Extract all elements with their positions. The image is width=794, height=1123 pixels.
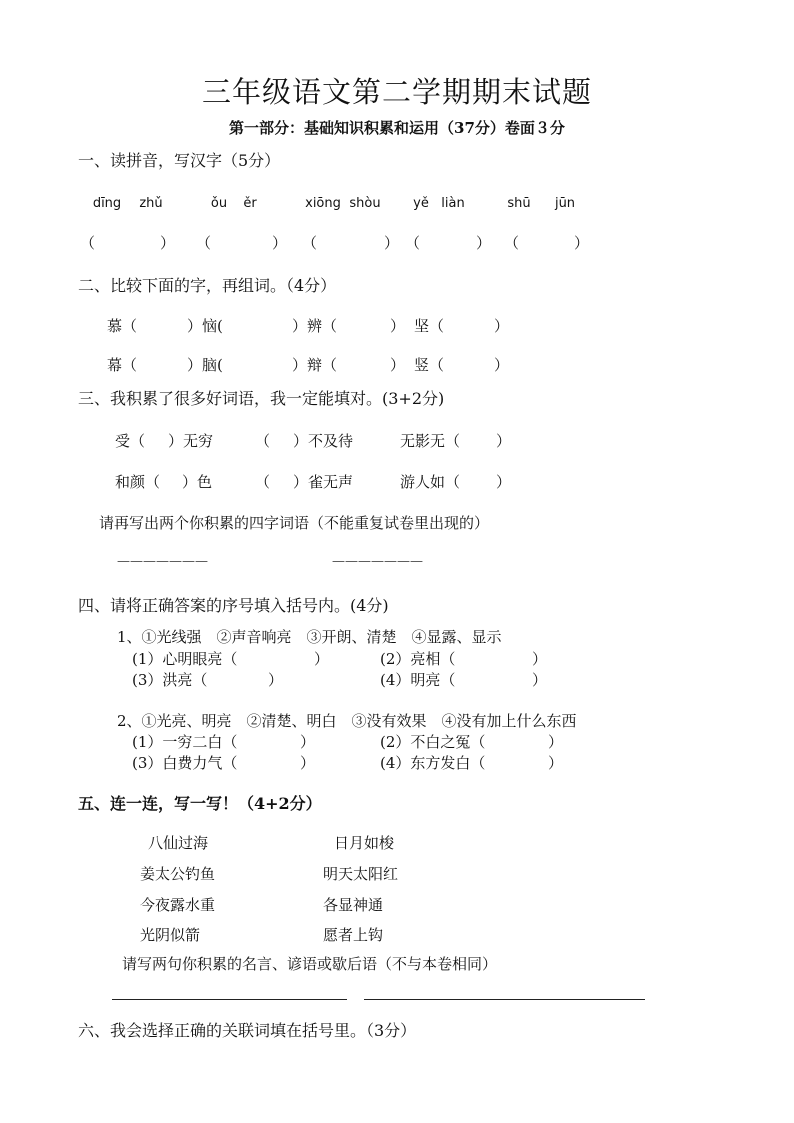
word-item: 竖（ <box>414 356 445 374</box>
pinyin-syllable: ěr <box>243 196 257 211</box>
word-item: ） <box>390 356 406 374</box>
answer-line: ——————— <box>332 554 423 569</box>
idiom-item: （ <box>255 432 271 450</box>
pinyin-syllable: zhǔ <box>139 196 163 211</box>
idiom-item: 无影无（ <box>400 432 461 450</box>
question-item: ） <box>532 671 548 689</box>
section-2-heading: 二、比较下面的字，再组词。（4分） <box>78 276 337 295</box>
pinyin-syllable: jūn <box>554 196 576 211</box>
question-item: (4）东方发白（ <box>380 754 486 772</box>
matching-right-item: 明天太阳红 <box>323 865 399 883</box>
question-item: ） <box>268 671 284 689</box>
answer-bracket-open: （ <box>196 234 212 252</box>
word-item: 慕（ <box>107 317 138 335</box>
answer-line <box>112 999 347 1000</box>
idiom-item: （ <box>255 473 271 491</box>
matching-left-item: 今夜露水重 <box>140 896 216 914</box>
question-options: 2、①光亮、明亮 ②清楚、明白 ③没有效果 ④没有加上什么东西 <box>117 712 577 730</box>
matching-right-item: 各显神通 <box>323 896 384 914</box>
idiom-item: ） <box>496 432 512 450</box>
idiom-item: 和颜（ <box>115 473 161 491</box>
word-item: ）恼( <box>187 317 223 335</box>
question-item: ） <box>548 733 564 751</box>
question-item: ） <box>548 754 564 772</box>
word-item: ） <box>494 317 510 335</box>
idiom-item: ）雀无声 <box>293 473 354 491</box>
answer-bracket-close: ） <box>160 234 176 252</box>
word-item: ）辨（ <box>292 317 338 335</box>
answer-bracket-open: （ <box>504 234 520 252</box>
word-item: ） <box>494 356 510 374</box>
matching-left-item: 光阴似箭 <box>140 926 201 944</box>
idiom-item: ） <box>496 473 512 491</box>
word-item: ）脑( <box>187 356 223 374</box>
question-item: (2）亮相（ <box>380 650 456 668</box>
pinyin-syllable: shū <box>507 196 531 211</box>
answer-bracket-open: （ <box>80 234 96 252</box>
page-title: 三年级语文第二学期期末试题 <box>201 75 592 109</box>
section-6-heading: 六、我会选择正确的关联词填在括号里。（3分） <box>78 1021 417 1040</box>
section-4-heading: 四、请将正确答案的序号填入括号内。(4分) <box>78 596 389 615</box>
question-item: (3）白费力气（ <box>132 754 238 772</box>
matching-left-item: 姜太公钓鱼 <box>140 865 216 883</box>
answer-bracket-close: ） <box>384 234 400 252</box>
pinyin-syllable: ǒu <box>210 196 228 211</box>
idiom-item: 受（ <box>115 432 146 450</box>
word-item: ） <box>390 317 406 335</box>
word-item: 幕（ <box>107 356 138 374</box>
question-item: ） <box>300 754 316 772</box>
word-item: 坚（ <box>414 317 445 335</box>
section-5-heading: 五、连一连，写一写！（4+2分） <box>78 794 322 813</box>
page-subtitle: 第一部分：基础知识积累和运用（37分）卷面３分 <box>229 119 565 137</box>
matching-right-item: 日月如梭 <box>334 834 395 852</box>
section-3-heading: 三、我积累了很多好词语，我一定能填对。(3+2分) <box>78 389 445 408</box>
instruction-text: 请写两句你积累的名言、谚语或歇后语（不与本卷相同） <box>122 955 498 973</box>
question-item: (3）洪亮（ <box>132 671 208 689</box>
matching-right-item: 愿者上钩 <box>323 926 384 944</box>
pinyin-syllable: dīng <box>92 196 122 211</box>
question-item: (4）明亮（ <box>380 671 456 689</box>
answer-bracket-close: ） <box>272 234 288 252</box>
answer-line: ——————— <box>117 554 208 569</box>
pinyin-syllable: shòu <box>349 196 381 211</box>
question-item: (1）心明眼亮（ <box>132 650 238 668</box>
word-item: ）辩（ <box>292 356 338 374</box>
pinyin-syllable: liàn <box>441 196 465 211</box>
question-item: ） <box>532 650 548 668</box>
answer-bracket-open: （ <box>302 234 318 252</box>
question-item: (2）不白之冤（ <box>380 733 486 751</box>
answer-bracket-open: （ <box>405 234 421 252</box>
pinyin-syllable: xiōng <box>305 196 341 211</box>
idiom-item: 游人如（ <box>400 473 461 491</box>
question-item: (1）一穷二白（ <box>132 733 238 751</box>
answer-bracket-close: ） <box>574 234 590 252</box>
question-options: 1、①光线强 ②声音响亮 ③开朗、清楚 ④显露、显示 <box>117 628 502 646</box>
section-1-heading: 一、读拼音，写汉字（5分） <box>78 151 281 170</box>
question-item: ） <box>300 733 316 751</box>
instruction-text: 请再写出两个你积累的四字词语（不能重复试卷里出现的） <box>99 514 490 532</box>
question-item: ） <box>314 650 330 668</box>
idiom-item: ）色 <box>182 473 213 491</box>
idiom-item: ）不及待 <box>293 432 354 450</box>
answer-line <box>364 999 645 1000</box>
pinyin-syllable: yě <box>413 196 429 211</box>
answer-bracket-close: ） <box>476 234 492 252</box>
idiom-item: ）无穷 <box>168 432 214 450</box>
matching-left-item: 八仙过海 <box>148 834 209 852</box>
